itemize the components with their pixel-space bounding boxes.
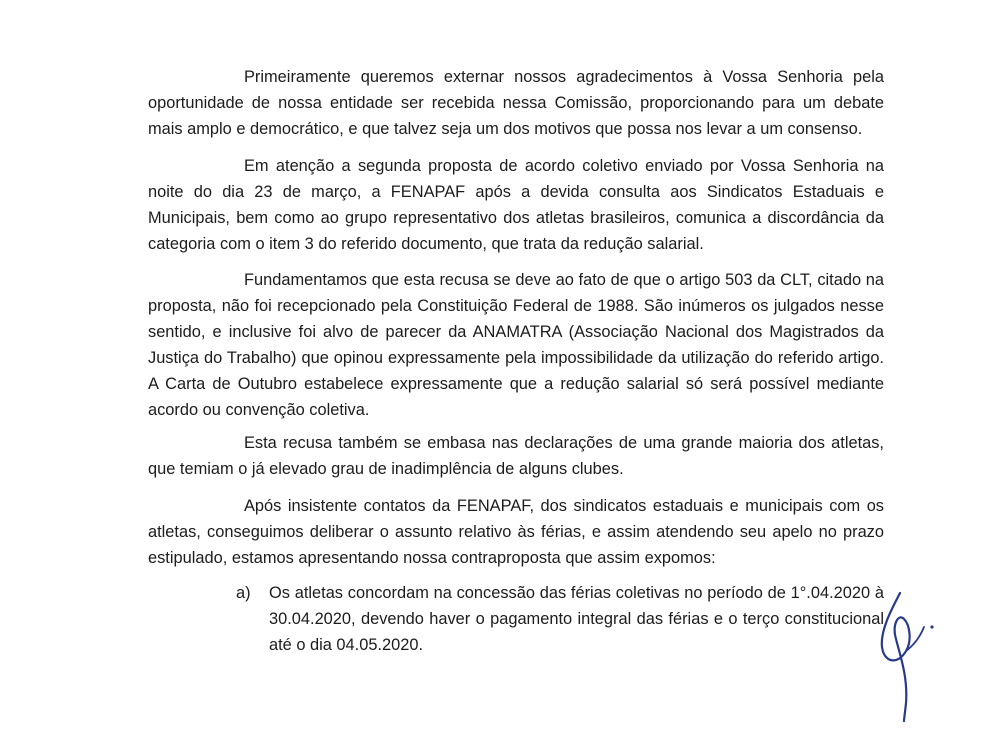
paragraph-legal-basis: Fundamentamos que esta recusa se deve ao fato de que o artigo 503 da CLT, citado na proposta, não foi recepcionado pela Constituição Federal de 1988. São inúmeros os julgados nesse sentido, e inclusive foi alvo de parecer da ANAMATRA (Associação Nacional dos Magistrados da Justiça do Trabalho) que opinou expressamente pela impossibilidade da utilização do referido artigo. A Carta de Outubro estabelece expressamente que a redução salarial só será possível mediante acordo ou convenção coletiva. [148, 271, 884, 419]
paragraph-acknowledgement: Primeiramente queremos externar nossos agradecimentos à Vossa Senhoria pela oportunidade de nossa entidade ser recebida nessa Comissão, proporcionando para um debate mais amplo e democrático, e que talvez seja um dos motivos que possa nos levar a um consenso. [148, 68, 884, 138]
paragraph-counterproposal-intro: Após insistente contatos da FENAPAF, dos sindicatos estaduais e municipais com os atletas, conseguimos deliberar o assunto relativo às férias, e assim atendendo seu apelo no prazo estipulado, estamos apresentando nossa contraproposta que assim expomos: [148, 497, 884, 567]
paragraph-athletes-concerns: Esta recusa também se embasa nas declarações de uma grande maioria dos atletas, que temiam o já elevado grau de inadimplência de alguns clubes. [148, 434, 884, 478]
list-item-text: Os atletas concordam na concessão das férias coletivas no período de 1°.04.2020 à 30.04.2020, devendo haver o pagamento integral das férias e o terço constitucional até o dia 04.05.2020. [269, 584, 884, 654]
handwritten-signature-icon [868, 585, 948, 725]
list-item-marker: a) [236, 584, 251, 602]
paragraph-proposal-response: Em atenção a segunda proposta de acordo coletivo enviado por Vossa Senhoria na noite do dia 23 de março, a FENAPAF após a devida consulta aos Sindicatos Estaduais e Municipais, bem como ao grupo representativo dos atletas brasileiros, comunica a discordância da categoria com o item 3 do referido documento, que trata da redução salarial. [148, 157, 884, 253]
